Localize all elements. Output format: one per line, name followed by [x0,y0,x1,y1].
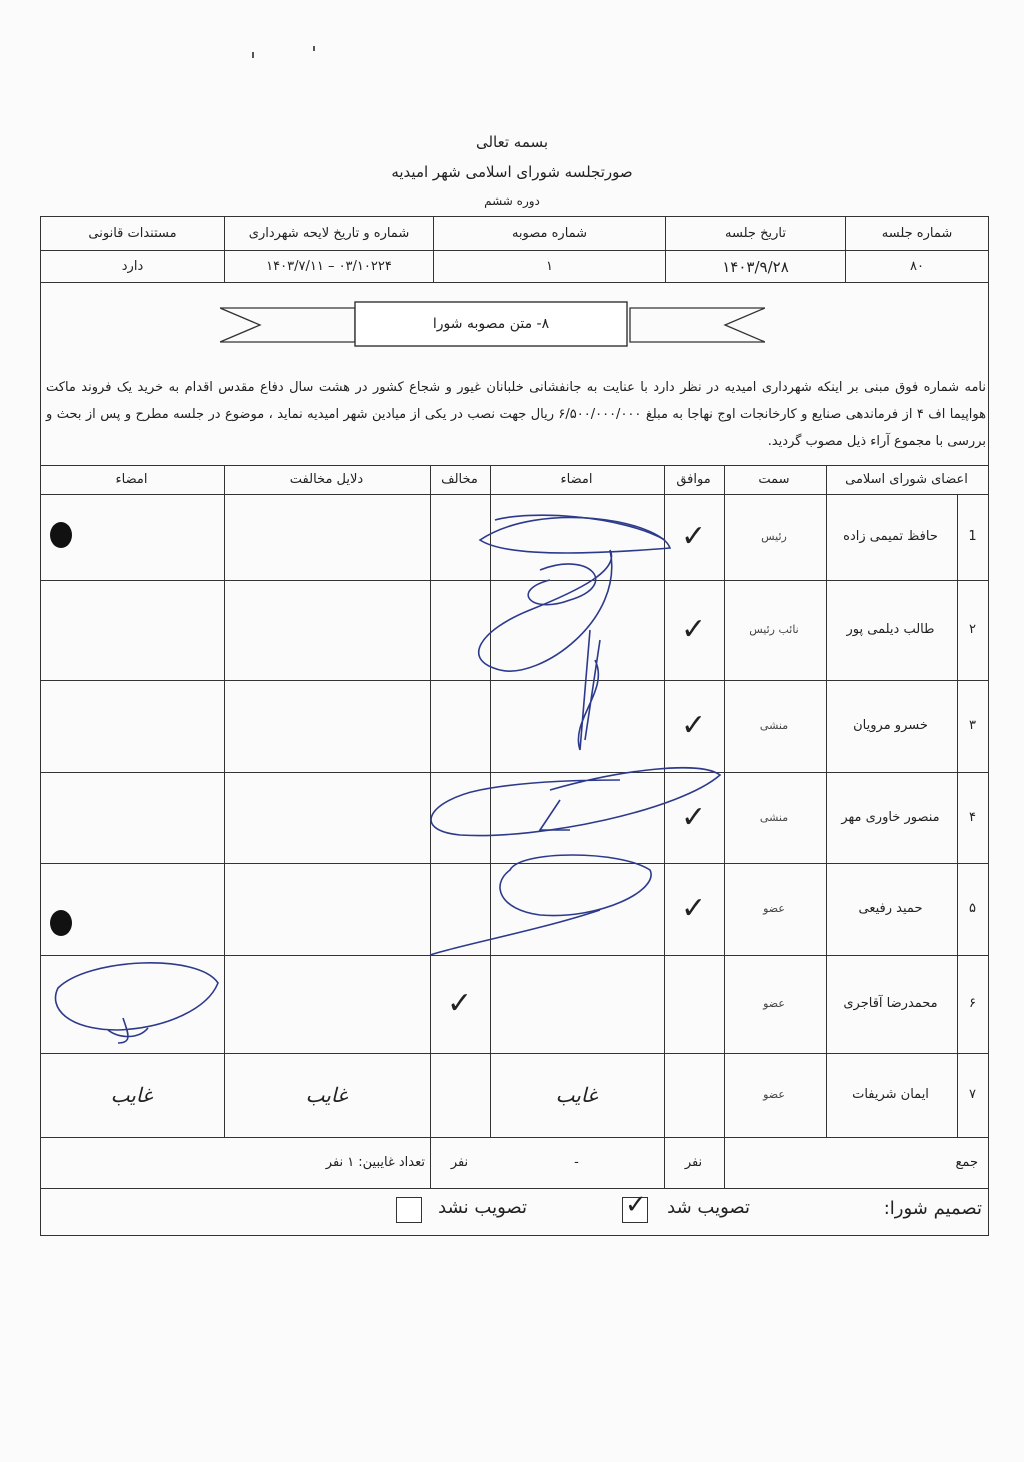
agree-check: ✓ [680,519,707,554]
row-number: ۲ [969,622,976,637]
member-role: رئیس [761,530,787,543]
totals-sign: - [574,1154,579,1170]
member-name: حمید رفیعی [858,901,923,916]
meta-header-resolution-number: شماره مصوبه [511,226,588,241]
member-name: ایمان شریفات [852,1087,929,1102]
absent-count-value: ۱ نفر [325,1154,355,1170]
row-number: ۵ [969,901,976,916]
meta-value-session-date: ۱۴۰۳/۹/۲۸ [722,257,789,276]
totals-disagree-unit: نفر [450,1154,469,1170]
approved-checkbox[interactable] [622,1190,648,1223]
resolution-text: نامه شماره فوق مبنی بر اینکه شهرداری امیدیه در نظر دارد با عنایت به جانفشانی خلبانان غیور و شجاع کشور در هشت سال دفاع مقدس اقدام به خرید یک فروند ماکت هواپیما اف ۴ از فرماندهی صنایع و کارخانجات اوج نهاجا به مبلغ ۶/۵۰۰/۰۰۰/۰۰۰ ریال جهت نصب در یکی از میادین شهر امیدیه نماید ، موضوع در جلسه مطرح و پس از بحث و بررسی با مجموع آراء ذیل مصوب گردید. [46,380,986,449]
member-role: عضو [763,997,785,1010]
member-name: خسرو مرویان [853,718,928,733]
row-number: ۶ [969,996,976,1011]
row-number: ۳ [969,718,976,733]
agree-check: ✓ [680,891,707,926]
votes-header-members: اعضای شورای اسلامی [845,471,968,487]
scan-speck [313,46,315,51]
scan-speck [252,52,254,58]
member-role: منشی [759,810,789,824]
absent-note: غایب [555,1082,598,1107]
member-role: عضو [763,1088,785,1101]
agree-check: ✓ [680,612,707,647]
ribbon-title: ۸- متن مصوبه شورا [432,316,550,332]
votes-header-sign: امضاء [560,471,593,487]
meta-value-bill-number-date: ۰۳/۱۰۲۲۴ – ۱۴۰۳/۷/۱۱ [266,259,392,274]
member-name: حافظ تمیمی زاده [843,529,938,544]
row-number: 1 [968,529,977,544]
rejected-label: تصویب نشد [438,1197,527,1218]
votes-header-agree: موافق [676,471,711,487]
punch-hole [50,522,72,548]
absent-count [200,1137,425,1187]
meta-header-bill-number-date: شماره و تاریخ لایحه شهرداری [248,226,410,241]
member-role: عضو [763,902,785,915]
rejected-checkbox[interactable] [396,1197,422,1223]
signature-scribbles [420,490,730,970]
absent-note: غایب [110,1082,153,1107]
meta-value-session-number: ۸۰ [910,259,924,274]
page-title: صورتجلسه شورای اسلامی شهر امیدیه [391,163,633,181]
checkmark-icon: ✓ [625,1190,647,1220]
member-role: منشی [759,719,789,732]
header-bismillah: بسمه تعالی [475,133,549,151]
votes-header-reasons: دلایل مخالفت [289,471,364,487]
absent-count-label: تعداد غایبین: [358,1154,425,1170]
meta-value-legal-documents: دارد [121,259,144,274]
agree-check: ✓ [680,708,707,743]
votes-header-sign2: امضاء [115,471,148,487]
member-name: منصور خاوری مهر [841,809,940,825]
member-name: محمدرضا آقاجری [843,996,938,1011]
punch-hole [50,910,72,936]
votes-header-disagree: مخالف [441,471,478,487]
absent-note: غایب [305,1082,348,1107]
meta-value-resolution-number: ۱ [546,259,553,274]
member-name: طالب دیلمی پور [846,622,935,637]
member-role: نائب رئیس [749,623,799,636]
decision-label: تصمیم شورا: [883,1198,982,1219]
votes-header-position: سمت [758,471,790,487]
row-number: ۷ [969,1087,976,1102]
signature-scribble [48,958,228,1048]
disagree-check: ✓ [446,986,473,1021]
approved-label: تصویب شد [667,1197,750,1218]
meta-header-session-date: تاریخ جلسه [725,226,786,241]
totals-agree-unit: نفر [684,1154,703,1170]
row-number: ۴ [969,809,976,825]
totals-label: جمع [955,1154,978,1170]
council-term: دوره ششم [484,194,540,208]
agree-check: ✓ [680,799,707,835]
meta-header-session-number: شماره جلسه [881,226,953,241]
meta-header-legal-documents: مستندات قانونی [88,226,177,241]
